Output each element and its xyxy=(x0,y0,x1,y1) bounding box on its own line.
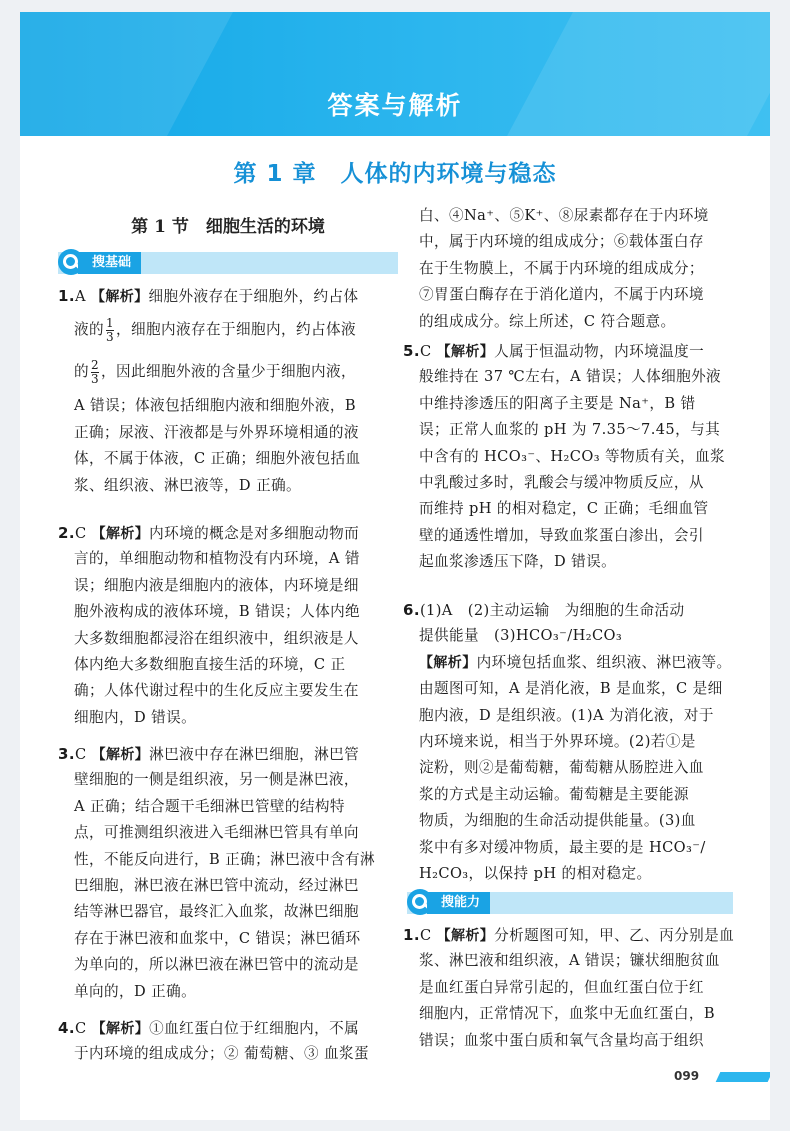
text-line: 于内环境的组成成分；② 葡萄糖、③ 血浆蛋 xyxy=(74,1045,369,1063)
analysis-label: 【解析】 xyxy=(436,928,495,944)
text-line: 内环境包括血浆、组织液、淋巴液等。 xyxy=(476,653,732,671)
section-bar-basic xyxy=(58,252,398,274)
answer-2 xyxy=(58,520,398,731)
right-column xyxy=(403,12,733,1120)
text-line: 淋巴液中存在淋巴细胞，淋巴管 xyxy=(149,746,360,763)
ability-answer-1 xyxy=(403,922,733,1054)
analysis-label: 【解析】 xyxy=(91,747,150,763)
answer-choice: C xyxy=(419,927,432,944)
text-line: 误；细胞内液是细胞内的液体，内环境是细 xyxy=(74,576,359,594)
text-line: 言的，单细胞动物和植物没有内环境，A 错 xyxy=(74,550,360,568)
text-line: 中含有的 HCO₃⁻、H₂CO₃ 等物质有关，血浆 xyxy=(419,447,725,465)
text-line: 体内绝大多数细胞直接生活的环境，C 正 xyxy=(74,655,346,673)
text-line: 的 xyxy=(74,363,89,381)
text-line: 正确；尿液、汗液都是与外界环境相通的液 xyxy=(74,423,359,441)
question-number: 3. xyxy=(58,745,75,763)
section-bar-label: 搜能力 xyxy=(427,892,490,914)
section-bar-label: 搜基础 xyxy=(78,252,141,274)
answer-5 xyxy=(403,338,733,576)
text-line: 的组成成分。综上所述，C 符合题意。 xyxy=(419,312,676,330)
text-line: 胞外液构成的液体环境，B 错误；人体内绝 xyxy=(74,603,361,621)
text-line: A 正确；结合题干毛细淋巴管壁的结构特 xyxy=(74,797,345,815)
question-number: 1. xyxy=(58,287,75,305)
answer-3 xyxy=(58,741,398,1005)
answer-choice: A xyxy=(74,288,86,305)
text-line: ⑦胃蛋白酶存在于消化道内，不属于内环境 xyxy=(419,286,704,304)
answer-choice: C xyxy=(419,343,432,360)
question-number: 2. xyxy=(58,524,75,542)
fraction: $\frac{1}{3}$ xyxy=(106,315,115,344)
fraction: $\frac{2}{3}$ xyxy=(91,357,100,386)
chapter-title: 第 1 章 人体的内环境与稳态 xyxy=(233,161,557,187)
answer-4-continued xyxy=(419,203,733,335)
text-line: 壁细胞的一侧是组织液，另一侧是淋巴液， xyxy=(74,771,359,789)
analysis-label: 【解析】 xyxy=(436,344,495,360)
text-line: 起血浆渗透压下降，D 错误。 xyxy=(419,553,617,571)
question-number: 4. xyxy=(58,1019,75,1037)
analysis-label: 【解析】 xyxy=(90,289,149,305)
question-number: 1. xyxy=(403,926,420,944)
section-title: 第 1 节 细胞生活的环境 xyxy=(131,217,325,237)
text-line: 为单向的，所以淋巴液在淋巴管中的流动是 xyxy=(74,956,359,974)
text-line: 液的 xyxy=(74,321,104,339)
text-line: 物质，为细胞的生命活动提供能量。(3)血 xyxy=(419,812,696,830)
text-line: 细胞内，正常情况下，血浆中无血红蛋白，B xyxy=(419,1005,716,1023)
text-line: 而维持 pH 的相对稳定，C 正确；毛细血管 xyxy=(419,500,709,518)
text-line: 错误；血浆中蛋白质和氧气含量均高于组织 xyxy=(419,1031,704,1049)
banner-title: 答案与解析 xyxy=(327,91,463,120)
text-line: 在于生物膜上，不属于内环境的组成成分； xyxy=(419,259,704,277)
text-line: ，因此细胞外液的含量少于细胞内液， xyxy=(101,363,356,381)
answer-choice: C xyxy=(74,525,87,542)
text-line: 巴细胞，淋巴液在淋巴管中流动，经过淋巴 xyxy=(74,876,359,894)
text-line: 大多数细胞都浸浴在组织液中，组织液是人 xyxy=(74,629,359,647)
text-line: 浆中有多对缓冲物质，最主要的是 HCO₃⁻/ xyxy=(419,838,706,856)
question-number: 6. xyxy=(403,601,420,619)
text-line: 细胞内，D 错误。 xyxy=(74,708,197,726)
text-line: 提供能量 (3)HCO₃⁻/H₂CO₃ xyxy=(419,627,623,645)
text-line: 壁的通透性增加，导致血浆蛋白渗出，会引 xyxy=(419,526,704,544)
analysis-label: 【解析】 xyxy=(419,654,477,671)
text-line: 分析题图可知，甲、乙、丙分别是血 xyxy=(494,927,735,944)
answer-4 xyxy=(58,1015,398,1068)
text-line: 确；人体代谢过程中的生化反应主要发生在 xyxy=(74,682,359,700)
text-line: (1)A (2)主动运输 为细胞的生命活动 xyxy=(419,602,685,619)
text-line: H₂CO₃，以保持 pH 的相对稳定。 xyxy=(419,864,652,882)
text-line: 存在于淋巴液和血浆中，C 错误；淋巴循环 xyxy=(74,929,361,947)
answer-choice: C xyxy=(74,1020,87,1037)
text-line: A 错误；体液包括细胞内液和细胞外液，B xyxy=(74,397,356,415)
analysis-label: 【解析】 xyxy=(91,526,150,542)
text-line: 白、④Na⁺、⑤K⁺、⑧尿素都存在于内环境 xyxy=(419,207,709,224)
text-line: 胞内液，D 是组织液。(1)A 为消化液，对于 xyxy=(419,706,714,724)
analysis-label: 【解析】 xyxy=(91,1021,150,1037)
text-line: 性，不能反向进行，B 正确；淋巴液中含有淋 xyxy=(74,850,376,868)
text-line: 中，属于内环境的组成成分；⑥载体蛋白存 xyxy=(419,233,704,251)
text-line: 浆、组织液、淋巴液等，D 正确。 xyxy=(74,476,302,494)
text-line: ①血红蛋白位于红细胞内，不属 xyxy=(149,1020,360,1037)
text-line: ，细胞内液存在于细胞内，约占体液 xyxy=(116,321,356,339)
left-column xyxy=(58,12,398,1120)
text-line: 单向的，D 正确。 xyxy=(74,982,197,1000)
text-line: 结等淋巴器官，最终汇入血浆，故淋巴细胞 xyxy=(74,903,359,921)
section-bar-ability xyxy=(407,892,733,914)
text-line: 误；正常人血浆的 pH 为 7.35～7.45，与其 xyxy=(419,421,721,439)
text-line: 是血红蛋白异常引起的，但血红蛋白位于红 xyxy=(419,978,704,996)
text-line: 内环境来说，相当于外界环境。(2)若①是 xyxy=(419,732,696,750)
text-line: 浆、淋巴液和组织液，A 错误；镰状细胞贫血 xyxy=(419,952,720,970)
text-line: 内环境的概念是对多细胞动物而 xyxy=(149,525,360,542)
text-line: 中乳酸过多时，乳酸会与缓冲物质反应，从 xyxy=(419,473,704,491)
page xyxy=(20,12,770,1120)
text-line: 浆的方式是主动运输。葡萄糖是主要能源 xyxy=(419,785,689,803)
page-footer xyxy=(660,1069,770,1085)
answer-choice: C xyxy=(74,746,87,763)
text-line: 人属于恒温动物，内环境温度一 xyxy=(494,343,705,360)
text-line: 中维持渗透压的阳离子主要是 Na⁺，B 错 xyxy=(419,394,696,412)
page-number: 099 xyxy=(674,1069,700,1083)
text-line: 般维持在 37 ℃左右，A 错误；人体细胞外液 xyxy=(419,368,722,386)
text-line: 点，可推测组织液进入毛细淋巴管具有单向 xyxy=(74,824,359,842)
question-number: 5. xyxy=(403,342,420,360)
text-line: 淀粉，则②是葡萄糖，葡萄糖从肠腔进入血 xyxy=(419,759,704,777)
answer-1 xyxy=(58,283,398,499)
text-line: 体，不属于体液，C 正确；细胞外液包括血 xyxy=(74,450,361,468)
text-line: 由题图可知，A 是消化液，B 是血浆，C 是细 xyxy=(419,680,723,698)
text-line: 细胞外液存在于细胞外，约占体 xyxy=(148,288,359,305)
footer-stripe xyxy=(716,1072,770,1082)
answer-6 xyxy=(403,597,733,887)
